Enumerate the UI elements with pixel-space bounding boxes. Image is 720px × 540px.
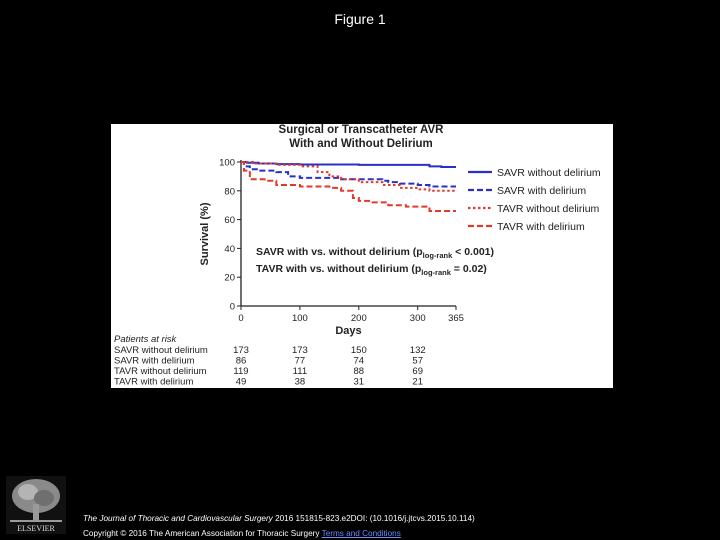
risk-value: 49: [235, 376, 247, 388]
risk-value: 57: [412, 355, 424, 367]
y-tick-label: 20: [224, 272, 235, 284]
risk-value: 74: [353, 355, 365, 367]
chart-subtitle: With and Without Delirium: [289, 138, 433, 150]
footer-doi: 2016 151815-823.e2DOI: (10.1016/j.jtcvs.2015.10.114): [275, 514, 475, 523]
survival-chart: [111, 124, 613, 388]
footer-journal: The Journal of Thoracic and Cardiovascular Surgery: [83, 514, 273, 523]
risk-row-label: SAVR with delirium: [114, 355, 195, 367]
annotation-subscript: log-rank: [421, 268, 451, 277]
elsevier-wordmark: ELSEVIER: [17, 524, 55, 533]
x-tick-label: 300: [409, 313, 426, 324]
risk-value: 119: [233, 366, 249, 377]
risk-value: 173: [233, 345, 249, 356]
annotation-tail: = 0.02): [450, 263, 487, 275]
risk-value: 173: [291, 345, 308, 356]
slide-title: Figure 1: [334, 11, 386, 27]
footer-copyright: Copyright © 2016 The American Association for Thoracic Surgery: [83, 529, 320, 538]
risk-row-label: TAVR with delirium: [114, 376, 194, 388]
annotation-subscript: log-rank: [422, 251, 453, 260]
legend-label: SAVR without delirium: [497, 167, 601, 179]
y-tick-label: 40: [224, 243, 235, 255]
risk-value: 150: [350, 345, 367, 356]
y-tick-label: 100: [219, 157, 235, 169]
annotations: [256, 246, 494, 277]
x-tick-label: 365: [448, 313, 464, 324]
annotation-text: [256, 246, 494, 260]
annotation-main: SAVR with vs. without delirium (p: [256, 246, 423, 258]
series-lines: [241, 162, 456, 211]
series-line-4: [241, 162, 456, 211]
risk-table: [114, 334, 426, 388]
risk-value: 69: [412, 366, 424, 377]
risk-value: 38: [294, 376, 306, 388]
risk-value: 77: [294, 355, 306, 367]
y-axis-label: Survival (%): [199, 202, 211, 266]
risk-value: 111: [292, 366, 308, 377]
annotation-text: [256, 263, 487, 277]
legend: [468, 167, 601, 233]
footer-citation: [83, 514, 475, 523]
y-tick-label: 60: [224, 215, 235, 227]
x-tick-label: 200: [350, 313, 367, 324]
legend-label: TAVR without delirium: [497, 203, 600, 215]
risk-row-label: TAVR without delirium: [114, 366, 207, 377]
x-tick-label: 100: [291, 313, 308, 324]
x-tick-label: 0: [238, 313, 244, 324]
risk-value: 88: [353, 366, 365, 377]
risk-value: 132: [409, 345, 426, 356]
legend-label: SAVR with delirium: [497, 185, 587, 197]
risk-value: 21: [412, 376, 424, 388]
terms-link[interactable]: Terms and Conditions: [321, 529, 401, 538]
series-line-3: [241, 162, 456, 191]
annotation-main: TAVR with vs. without delirium (p: [256, 263, 422, 275]
chart-title: Surgical or Transcatheter AVR: [278, 124, 444, 136]
y-tick-label: 0: [229, 301, 235, 313]
y-tick-label: 80: [224, 186, 235, 198]
risk-value: 86: [235, 355, 247, 367]
risk-value: 31: [353, 376, 365, 388]
legend-label: TAVR with delirium: [497, 221, 585, 233]
figure-panel: [111, 124, 613, 388]
annotation-tail: < 0.001): [452, 246, 494, 258]
series-line-1: [241, 162, 456, 167]
risk-row-label: SAVR without delirium: [114, 345, 208, 356]
elsevier-tree-logo: [6, 476, 66, 534]
footer-copyright-line: [83, 529, 401, 538]
risk-table-header: Patients at risk: [114, 334, 177, 345]
x-axis-label: Days: [335, 325, 362, 337]
